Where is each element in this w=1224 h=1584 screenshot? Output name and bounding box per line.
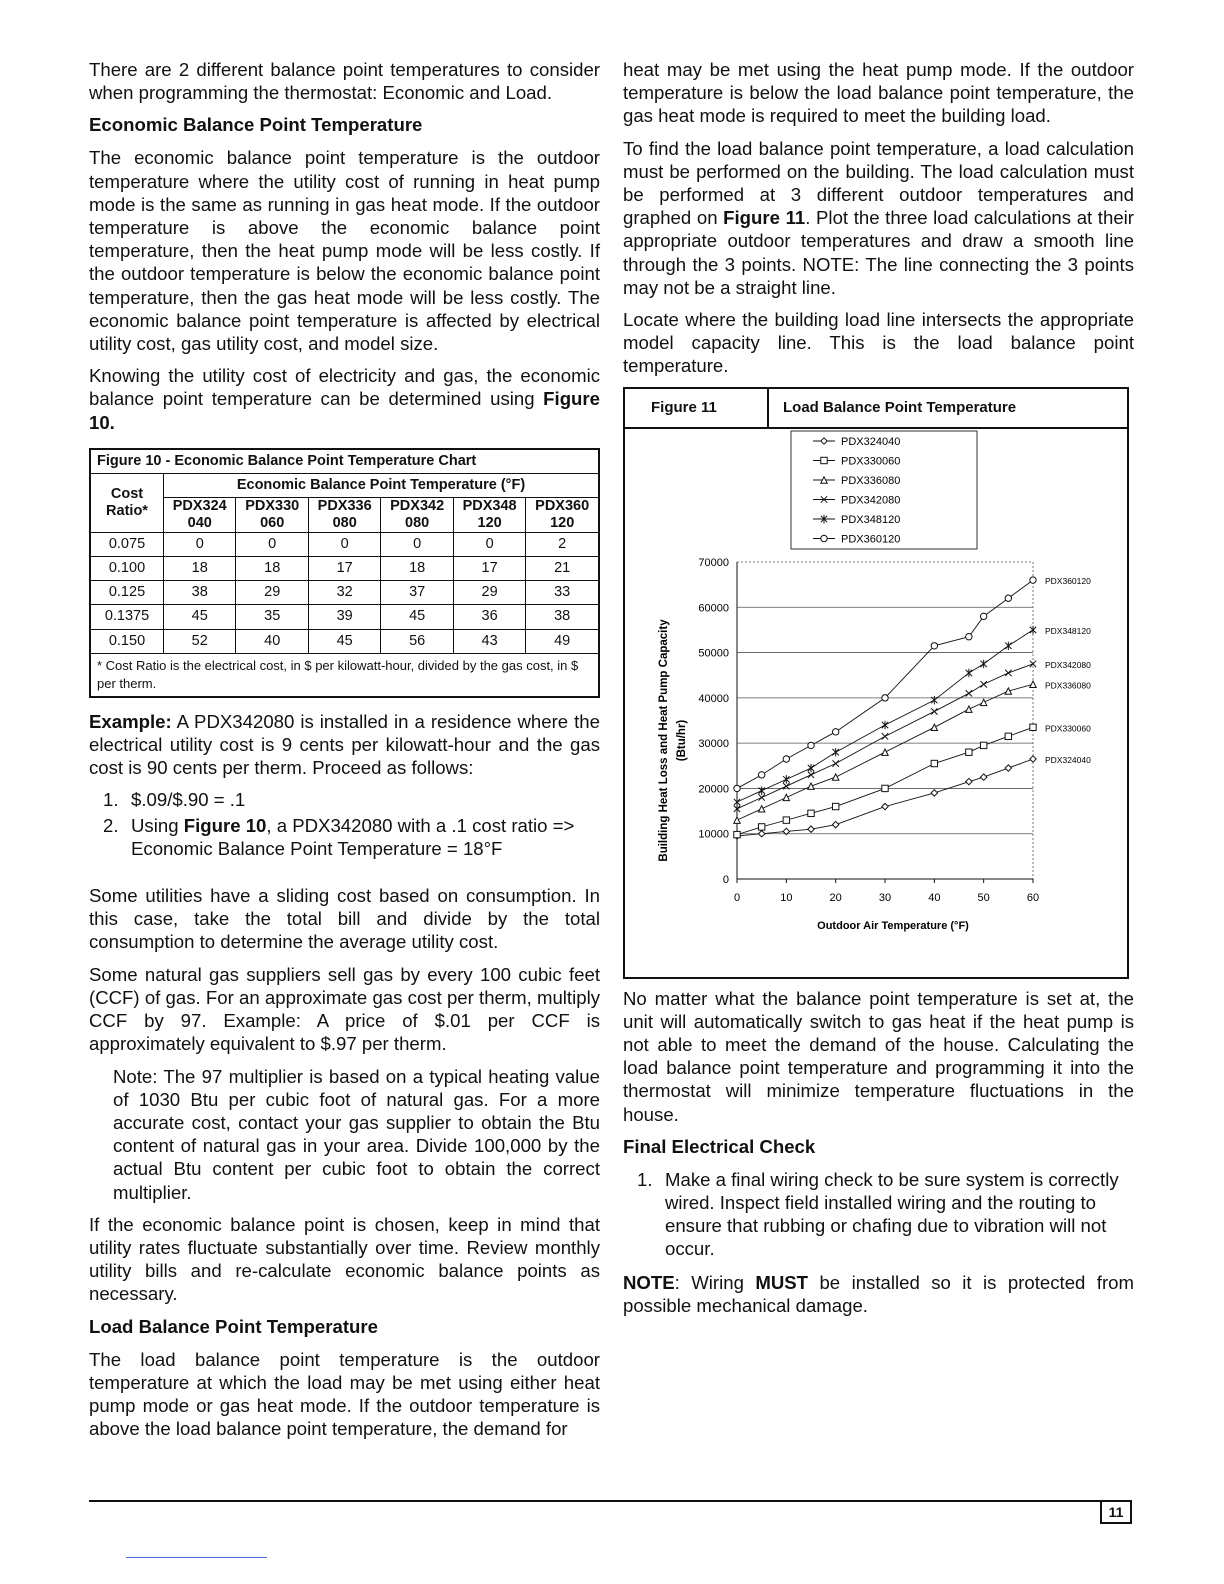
data-point bbox=[808, 763, 814, 771]
data-point bbox=[980, 613, 986, 619]
note-paragraph: Note: The 97 multiplier is based on a typical heating value of 1030 Btu per cubic foot of natural gas. For a more accurate cost, contact your gas supplier to obtain the Btu content of natural gas in your area. Divide 100,000 by the actual Btu content per cubic foot to obtain the correct multiplier. bbox=[113, 1065, 600, 1203]
model-header: PDX324 040 bbox=[164, 497, 236, 532]
data-point bbox=[1005, 669, 1011, 675]
economic-figure-ref bbox=[89, 364, 600, 434]
data-point bbox=[966, 706, 972, 712]
table-row: 0.1375 45 35 39 45 36 38 bbox=[90, 605, 599, 629]
y-axis-unit: (Btu/hr) bbox=[676, 719, 688, 761]
x-tick-label: 40 bbox=[928, 891, 941, 904]
legend-label: PDX348120 bbox=[841, 513, 901, 526]
y-tick-label: 50000 bbox=[698, 647, 729, 660]
x-tick-label: 20 bbox=[829, 891, 842, 904]
data-point bbox=[1030, 755, 1036, 761]
data-point bbox=[783, 817, 789, 823]
economic-heading: Economic Balance Point Temperature bbox=[89, 114, 423, 136]
data-point bbox=[882, 720, 888, 728]
y-tick-label: 30000 bbox=[698, 737, 729, 750]
data-point bbox=[980, 742, 986, 748]
example-paragraph: Example: A PDX342080 is installed in a residence where the electrical utility cost is 9 cents per kilowatt-hour and the gas cost is 90 cents per therm. Proceed as follows: bbox=[89, 710, 600, 779]
economic-paragraph: The economic balance point temperature is the outdoor temperature where the utility cost of running in heat pump mode is the same as running in gas heat mode. If the outdoor temperature is above the economic balance point temperature, then the heat pump mode will be less costly. If the outdoor temperature is below the economic balance point temperature, then the gas heat mode will be less costly. The economic balance point temperature is affected by electrical utility cost, gas utility cost, and model size. bbox=[89, 147, 600, 355]
figure-ref-text: Knowing the utility cost of electricity and gas, the economic balance point temperature can be determined using bbox=[89, 365, 600, 410]
series-line bbox=[737, 580, 1033, 788]
x-tick-label: 30 bbox=[878, 891, 892, 904]
data-point bbox=[1005, 764, 1011, 770]
y-axis-label: Building Heat Loss and Heat Pump Capacity bbox=[658, 619, 670, 862]
data-point bbox=[783, 755, 789, 761]
data-point bbox=[808, 826, 814, 832]
data-point bbox=[931, 642, 937, 648]
data-point bbox=[882, 694, 888, 700]
data-point bbox=[821, 535, 827, 541]
data-point bbox=[832, 760, 838, 766]
data-point bbox=[1030, 625, 1036, 633]
footer-accent-line bbox=[126, 1557, 267, 1558]
load-paragraph: The load balance point temperature is the outdoor temperature at which the load may be met using either heat pump mode or gas heat mode. If the outdoor temperature is above the load balance point temperature, the demand for bbox=[89, 1348, 600, 1440]
data-point bbox=[758, 823, 764, 829]
data-point bbox=[931, 708, 937, 714]
load-continued-paragraph: heat may be met using the heat pump mode. If the outdoor temperature is below the load balance point temperature, the gas heat mode is required to meet the building load. bbox=[623, 59, 1134, 127]
data-point bbox=[931, 760, 937, 766]
data-point bbox=[832, 774, 838, 780]
figure-11-ref: Figure 11 bbox=[723, 207, 806, 229]
data-point bbox=[734, 831, 740, 837]
find-paragraph: To find the load balance point temperature, a load calculation must be performed on the building. The load calculation must be performed at 3 different outdoor temperatures and graphed on Figure 11. Plot the three load calculations at their appropriate outdoor temperatures and draw a smooth line through the 3 points. NOTE: The line connecting the 3 points may not be a straight line. bbox=[623, 137, 1134, 298]
data-point bbox=[758, 786, 764, 794]
data-point bbox=[1030, 681, 1036, 687]
final-check-heading: Final Electrical Check bbox=[623, 1135, 816, 1157]
legend-label: PDX342080 bbox=[841, 494, 901, 507]
data-point bbox=[832, 728, 838, 734]
table-row: 0.075 0 0 0 0 0 2 bbox=[90, 532, 599, 556]
data-point bbox=[808, 810, 814, 816]
figure-10-table bbox=[89, 448, 600, 698]
fluctuate-paragraph: If the economic balance point is chosen, keep in mind that utility rates fluctuate substantially over time. Review monthly utility bills and re-calculate economic balance points as necessary. bbox=[89, 1213, 600, 1305]
data-point bbox=[832, 803, 838, 809]
data-point bbox=[1030, 724, 1036, 730]
data-point bbox=[882, 785, 888, 791]
footer-rule bbox=[89, 1500, 1129, 1502]
data-point bbox=[966, 778, 972, 784]
data-point bbox=[821, 457, 827, 463]
left-column bbox=[89, 58, 600, 1449]
figure-10-caption: Figure 10 - Economic Balance Point Temperature Chart bbox=[90, 449, 599, 474]
data-point bbox=[980, 774, 986, 780]
y-tick-label: 60000 bbox=[698, 601, 729, 614]
data-point bbox=[734, 785, 740, 791]
y-tick-label: 10000 bbox=[698, 828, 729, 841]
data-point bbox=[966, 633, 972, 639]
data-point bbox=[821, 437, 827, 443]
data-point bbox=[783, 775, 789, 783]
model-header: PDX360 120 bbox=[526, 497, 599, 532]
data-point bbox=[758, 794, 764, 800]
data-point bbox=[966, 668, 972, 676]
series-end-label: PDX324040 bbox=[1045, 754, 1091, 765]
data-point bbox=[980, 699, 986, 705]
legend-label: PDX360120 bbox=[841, 533, 901, 546]
data-point bbox=[1005, 733, 1011, 739]
data-point bbox=[832, 748, 838, 756]
list-item: 1. $.09/$.90 = .1 bbox=[103, 789, 246, 811]
data-point bbox=[931, 724, 937, 730]
legend-label: PDX324040 bbox=[841, 435, 901, 448]
series-line bbox=[737, 759, 1033, 836]
table-footnote: * Cost Ratio is the electrical cost, in $ per kilowatt-hour, divided by the gas cost, in $ per therm. bbox=[90, 653, 599, 697]
table-row: 0.100 18 18 17 18 17 21 bbox=[90, 557, 599, 581]
series-end-label: PDX330060 bbox=[1045, 722, 1091, 733]
data-point bbox=[808, 783, 814, 789]
data-point bbox=[734, 797, 740, 805]
data-point bbox=[1030, 577, 1036, 583]
figure-11-title: Load Balance Point Temperature bbox=[783, 398, 1017, 416]
data-point bbox=[966, 690, 972, 696]
model-header: PDX348 120 bbox=[453, 497, 525, 532]
model-header: PDX336 080 bbox=[308, 497, 380, 532]
x-tick-label: 10 bbox=[780, 891, 793, 904]
data-point bbox=[980, 681, 986, 687]
series-end-label: PDX336080 bbox=[1045, 679, 1091, 690]
load-heading: Load Balance Point Temperature bbox=[89, 1315, 378, 1337]
data-point bbox=[808, 742, 814, 748]
list-item: 2. Using Figure 10, a PDX342080 with a .1 cost ratio => Economic Balance Point Temperature = 18°F bbox=[103, 814, 575, 859]
x-axis-label: Outdoor Air Temperature (°F) bbox=[817, 919, 969, 932]
intro-paragraph: There are 2 different balance point temperatures to consider when programming the thermostat: Economic and Load. bbox=[89, 59, 600, 104]
no-matter-paragraph: No matter what the balance point temperature is set at, the unit will automatically switch to gas heat if the heat pump is not able to meet the demand of the house. Calculating the load balance point temperature and programming it into the thermostat will minimize temperature fluctuations in the house. bbox=[623, 987, 1134, 1125]
wiring-note: NOTE: Wiring MUST be installed so it is protected from possible mechanical damage. bbox=[623, 1271, 1134, 1316]
data-point bbox=[758, 830, 764, 836]
figure-11-label: Figure 11 bbox=[625, 389, 769, 427]
data-point bbox=[980, 659, 986, 667]
data-point bbox=[758, 771, 764, 777]
list-item: 1. Make a final wiring check to be sure system is correctly wired. Inspect field installed wiring and the routing to ensure that rubbing or chafing due to vibration will not occur. bbox=[637, 1168, 1119, 1260]
locate-paragraph: Locate where the building load line intersects the appropriate model capacity line. This is the load balance point temperature. bbox=[623, 309, 1134, 377]
model-header: PDX330 060 bbox=[236, 497, 308, 532]
data-point bbox=[734, 817, 740, 823]
series-end-label: PDX348120 bbox=[1045, 625, 1091, 636]
group-header: Economic Balance Point Temperature (°F) bbox=[164, 473, 600, 497]
figure-11 bbox=[623, 387, 1129, 979]
data-point bbox=[931, 696, 937, 704]
series-line bbox=[737, 630, 1033, 802]
series-end-label: PDX342080 bbox=[1045, 659, 1091, 670]
table-row: 0.125 38 29 32 37 29 33 bbox=[90, 581, 599, 605]
right-column bbox=[623, 58, 1134, 1326]
final-check-steps bbox=[623, 1168, 1134, 1261]
legend-label: PDX330060 bbox=[841, 455, 901, 468]
legend-box bbox=[791, 431, 977, 549]
page-number: 11 bbox=[1100, 1500, 1132, 1524]
data-point bbox=[1005, 641, 1011, 649]
sliding-cost-paragraph: Some utilities have a sliding cost based on consumption. In this case, take the total bill and divide by the total consumption to determine the average utility cost. bbox=[89, 885, 600, 953]
example-steps bbox=[89, 788, 600, 860]
y-tick-label: 0 bbox=[722, 873, 729, 886]
data-point bbox=[808, 771, 814, 777]
x-tick-label: 50 bbox=[977, 891, 990, 904]
y-tick-label: 20000 bbox=[698, 783, 729, 796]
cost-ratio-header: Cost Ratio* bbox=[90, 473, 164, 532]
data-point bbox=[966, 749, 972, 755]
x-tick-label: 60 bbox=[1026, 891, 1040, 904]
data-point bbox=[882, 733, 888, 739]
data-point bbox=[832, 821, 838, 827]
data-point bbox=[1005, 688, 1011, 694]
figure-10-ref: Figure 10. bbox=[89, 388, 600, 433]
x-tick-label: 0 bbox=[733, 891, 741, 904]
table-row: 0.150 52 40 45 56 43 49 bbox=[90, 629, 599, 653]
data-point bbox=[758, 805, 764, 811]
y-tick-label: 40000 bbox=[698, 692, 729, 705]
load-balance-chart bbox=[625, 429, 1127, 975]
figure-11-header bbox=[625, 389, 1127, 429]
model-header: PDX342 080 bbox=[381, 497, 453, 532]
ccf-paragraph: Some natural gas suppliers sell gas by every 100 cubic feet (CCF) of gas. For an approximate gas cost per therm, multiply CCF by 97. Example: A price of $.01 per CCF is approximately equivalent to $.97 per therm. bbox=[89, 963, 600, 1055]
data-point bbox=[1005, 595, 1011, 601]
data-point bbox=[931, 789, 937, 795]
data-point bbox=[882, 803, 888, 809]
data-point bbox=[882, 749, 888, 755]
series-end-label: PDX360120 bbox=[1045, 575, 1091, 586]
data-point bbox=[783, 794, 789, 800]
legend-label: PDX336080 bbox=[841, 474, 901, 487]
example-label: Example: bbox=[89, 710, 172, 732]
y-tick-label: 70000 bbox=[698, 556, 729, 569]
